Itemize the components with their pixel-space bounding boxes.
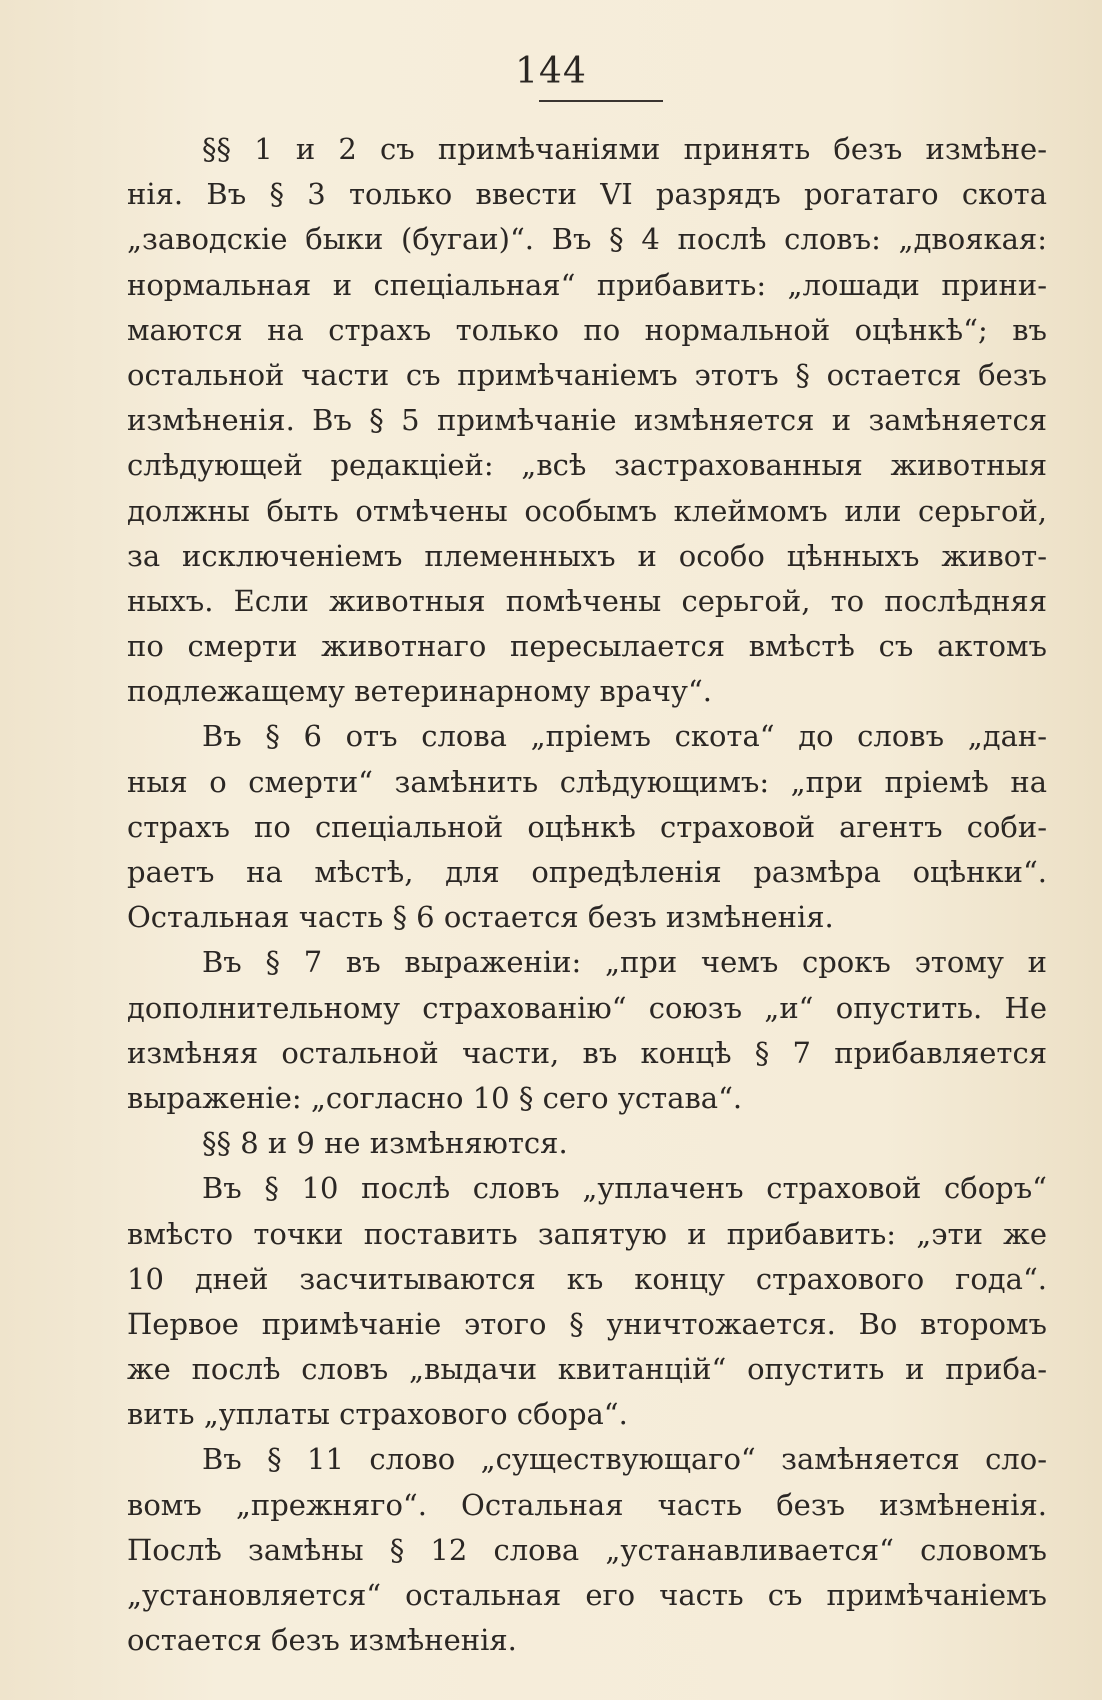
text-line: Остальная часть § 6 остается безъ измѣненія. bbox=[127, 900, 834, 935]
text-line: должны быть отмѣчены особымъ клеймомъ или серьгой, bbox=[127, 493, 1047, 528]
text-line: „заводскіе быки (бугаи)“. Въ § 4 послѣ словъ: „двоякая: bbox=[127, 222, 1047, 257]
text-line: вмѣсто точки поставить запятую и прибавить: „эти же bbox=[127, 1216, 1047, 1251]
text-line: „установляется“ остальная его часть съ примѣчаніемъ bbox=[127, 1578, 1047, 1612]
text-line: маются на страхъ только по нормальной оцѣнкѣ“; въ bbox=[127, 312, 1047, 347]
text-line: по смерти животнаго пересылается вмѣстѣ съ актомъ bbox=[127, 629, 1047, 664]
text-line: выраженіе: „согласно 10 § сего устава“. bbox=[127, 1080, 743, 1115]
text-line: ныя о смерти“ замѣнить слѣдующимъ: „при пріемѣ на bbox=[127, 764, 1047, 799]
text-line: нормальная и спеціальная“ прибавить: „лошади прини- bbox=[127, 267, 1047, 302]
text-line: Въ § 11 слово „существующаго“ замѣняется сло- bbox=[202, 1442, 1047, 1477]
text-line: §§ 8 и 9 не измѣняются. bbox=[202, 1126, 568, 1161]
text-line: Въ § 10 послѣ словъ „уплаченъ страховой сборъ“ bbox=[202, 1171, 1047, 1206]
text-line: вомъ „прежняго“. Остальная часть безъ измѣненія. bbox=[127, 1487, 1047, 1522]
text-line: остальной части съ примѣчаніемъ этотъ § остается безъ bbox=[127, 357, 1047, 392]
text-line: измѣненія. Въ § 5 примѣчаніе измѣняется и замѣняется bbox=[127, 403, 1047, 438]
text-line: Послѣ замѣны § 12 слова „устанавливается“ словомъ bbox=[127, 1532, 1047, 1567]
text-line: остается безъ измѣненія. bbox=[127, 1623, 517, 1658]
text-line: нія. Въ § 3 только ввести VI разрядъ рогатаго скота bbox=[127, 177, 1047, 212]
text-line: измѣняя остальной части, въ концѣ § 7 прибавляется bbox=[127, 1035, 1047, 1070]
text-line: страхъ по спеціальной оцѣнкѣ страховой агентъ соби- bbox=[127, 809, 1047, 844]
text-line: §§ 1 и 2 съ примѣчаніями принять безъ измѣне- bbox=[202, 132, 1047, 166]
page-number-rule bbox=[539, 100, 663, 102]
text-line: Въ § 7 въ выраженіи: „при чемъ срокъ этому и bbox=[202, 945, 1047, 980]
text-line: за исключеніемъ племенныхъ и особо цѣнныхъ живот- bbox=[127, 538, 1047, 573]
text-line: дополнительному страхованію“ союзъ „и“ опустить. Не bbox=[127, 990, 1047, 1025]
body-text bbox=[127, 127, 1047, 1663]
text-line: подлежащему ветеринарному врачу“. bbox=[127, 674, 713, 709]
page-number: 144 bbox=[515, 51, 587, 92]
text-line: раетъ на мѣстѣ, для опредѣленія размѣра оцѣнки“. bbox=[127, 855, 1047, 889]
text-line: вить „уплаты страхового сбора“. bbox=[127, 1397, 628, 1432]
text-line: Первое примѣчаніе этого § уничтожается. Во второмъ bbox=[127, 1306, 1047, 1341]
text-line: слѣдующей редакціей: „всѣ застрахованныя животныя bbox=[127, 448, 1047, 483]
text-line: ныхъ. Если животныя помѣчены серьгой, то послѣдняя bbox=[127, 583, 1047, 618]
text-line: Въ § 6 отъ слова „пріемъ скота“ до словъ „дан- bbox=[202, 719, 1047, 754]
text-line: 10 дней засчитываются къ концу страхового года“. bbox=[127, 1261, 1047, 1296]
text-line: же послѣ словъ „выдачи квитанцій“ опустить и приба- bbox=[127, 1352, 1047, 1387]
